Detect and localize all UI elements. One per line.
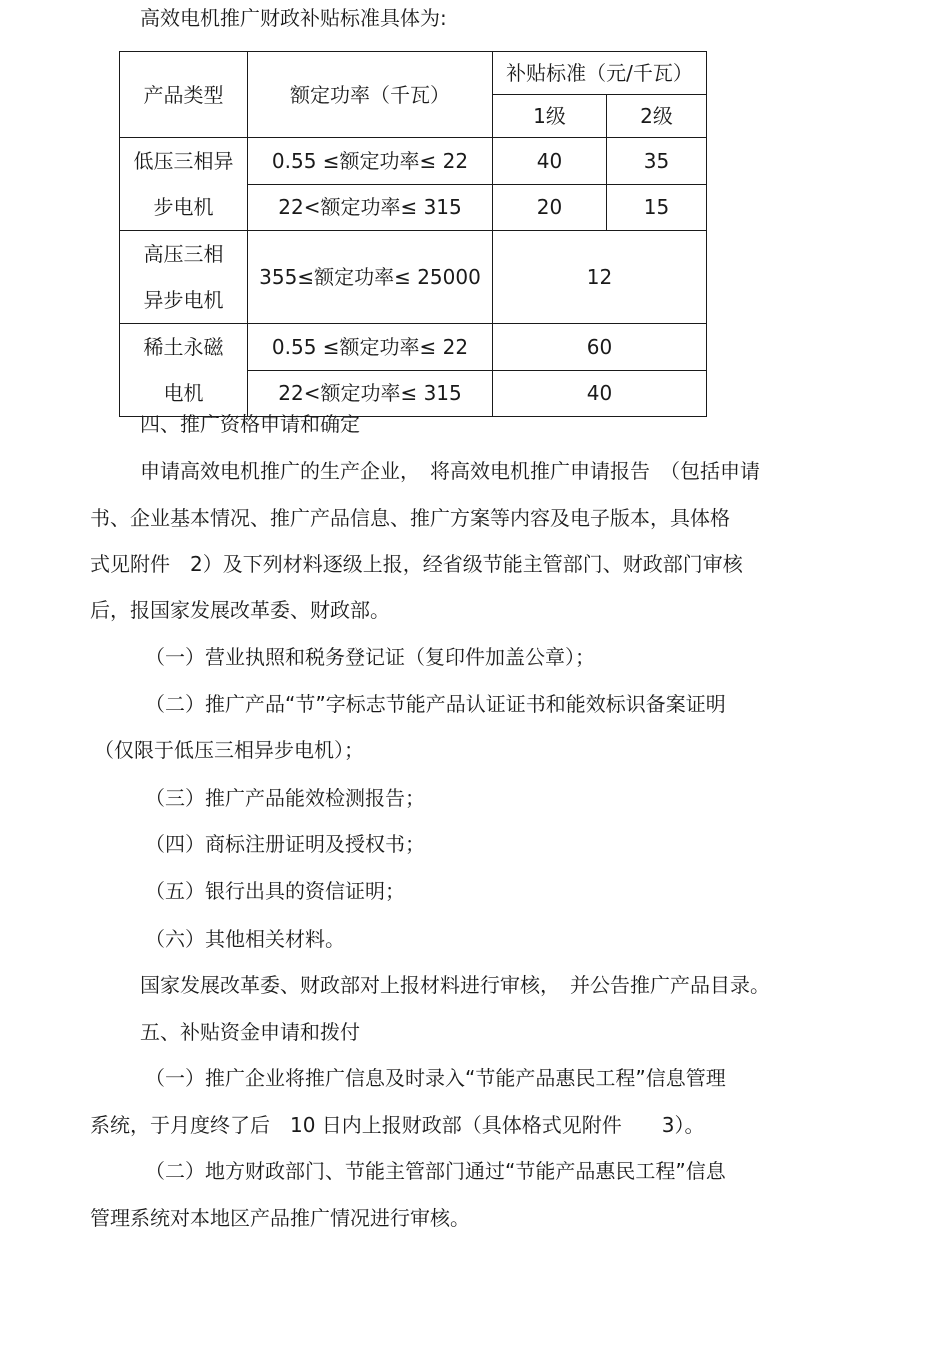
cell-range: 355≤额定功率≤ 25000 (248, 231, 493, 324)
section4-heading: 四、推广资格申请和确定 (140, 412, 360, 436)
cell-type-rare-earth (120, 324, 248, 417)
type-low-voltage-line2: 步电机 (153, 195, 214, 219)
material-item: （四）商标注册证明及授权书； (145, 832, 425, 856)
cell-type-low-voltage (120, 138, 248, 231)
cell-value: 35 (607, 138, 707, 185)
cell-type-high-voltage (120, 231, 248, 324)
type-low-voltage-line1: 低压三相异 (133, 149, 234, 173)
material-item: （二）推广产品“节”字标志节能产品认证证书和能效标识备案证明 (145, 692, 726, 716)
intro-text: 高效电机推广财政补贴标准具体为: (140, 6, 447, 30)
header-subsidy: 补贴标准（元/千瓦） (493, 52, 707, 95)
type-high-voltage-line1: 高压三相 (143, 242, 224, 266)
section4-para-line: 后，报国家发展改革委、财政部。 (90, 598, 390, 622)
section4-para-line: 申请高效电机推广的生产企业， 将高效电机推广申请报告 （包括申请 (140, 459, 760, 483)
table-row (120, 231, 707, 324)
cell-range: 0.55 ≤额定功率≤ 22 (248, 324, 493, 371)
cell-range: 22<额定功率≤ 315 (248, 370, 493, 417)
cell-value: 40 (493, 370, 707, 417)
table-header-row (120, 52, 707, 95)
material-item: （仅限于低压三相异步电机）； (94, 738, 364, 762)
section5-line: 管理系统对本地区产品推广情况进行审核。 (90, 1206, 470, 1230)
material-item: （六）其他相关材料。 (145, 927, 345, 951)
type-rare-earth-line1: 稀土永磁 (143, 335, 224, 359)
cell-range: 22<额定功率≤ 315 (248, 184, 493, 231)
section4-closing: 国家发展改革委、财政部对上报材料进行审核， 并公告推广产品目录。 (140, 973, 770, 997)
cell-value: 60 (493, 324, 707, 371)
cell-value: 12 (493, 231, 707, 324)
cell-range: 0.55 ≤额定功率≤ 22 (248, 138, 493, 185)
subsidy-table-container (119, 51, 707, 417)
section4-para-line: 式见附件 2）及下列材料逐级上报，经省级节能主管部门、财政部门审核 (90, 552, 743, 576)
subsidy-table (119, 51, 707, 417)
type-high-voltage-line2: 异步电机 (143, 288, 224, 312)
material-item: （五）银行出具的资信证明； (145, 879, 405, 903)
table-row (120, 138, 707, 185)
section5-line: （二）地方财政部门、节能主管部门通过“节能产品惠民工程”信息 (145, 1159, 726, 1183)
header-product-type: 产品类型 (120, 52, 248, 138)
section5-heading: 五、补贴资金申请和拨付 (140, 1020, 360, 1044)
material-item: （一）营业执照和税务登记证（复印件加盖公章）； (145, 645, 595, 669)
header-level-1: 1级 (493, 95, 607, 138)
material-item: （三）推广产品能效检测报告； (145, 786, 425, 810)
type-rare-earth-line2: 电机 (163, 381, 204, 405)
cell-value: 40 (493, 138, 607, 185)
header-rated-power: 额定功率（千瓦） (248, 52, 493, 138)
section5-line: （一）推广企业将推广信息及时录入“节能产品惠民工程”信息管理 (145, 1066, 726, 1090)
cell-value: 20 (493, 184, 607, 231)
section5-line: 系统，于月度终了后 10 日内上报财政部（具体格式见附件 3）。 (90, 1113, 705, 1137)
header-level-2: 2级 (607, 95, 707, 138)
table-row (120, 324, 707, 371)
section4-para-line: 书、企业基本情况、推广产品信息、推广方案等内容及电子版本，具体格 (90, 506, 730, 530)
cell-value: 15 (607, 184, 707, 231)
